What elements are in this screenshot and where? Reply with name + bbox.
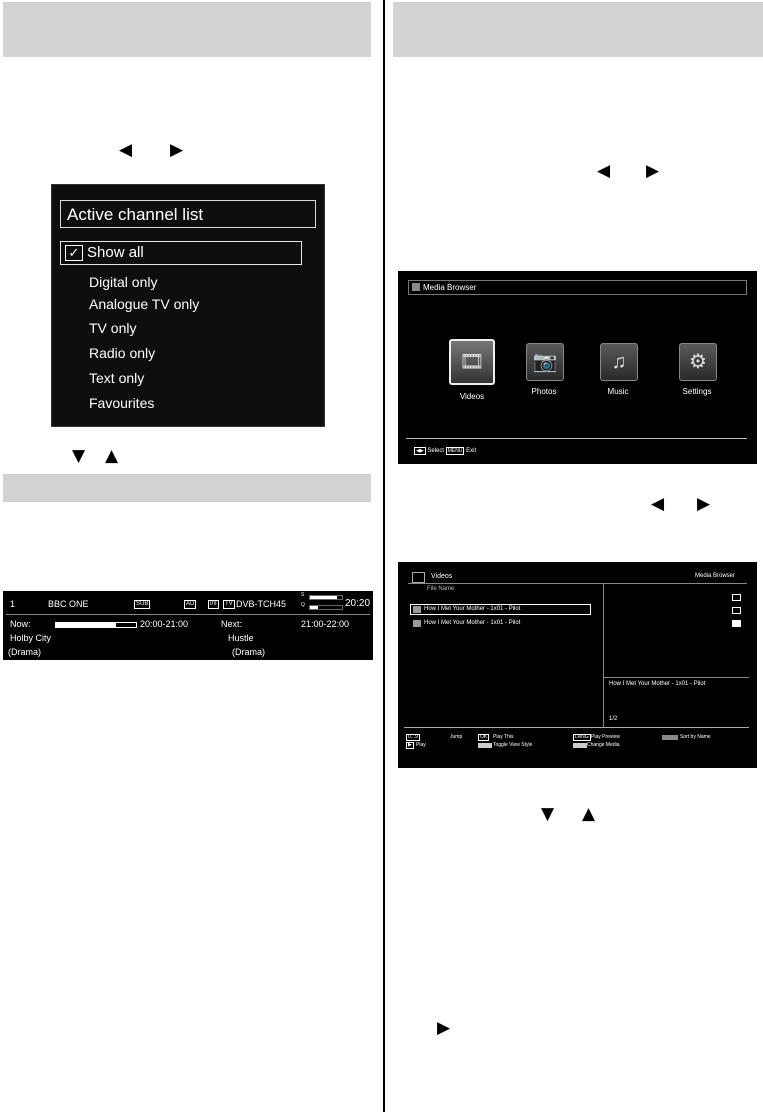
green-key-icon (478, 743, 492, 748)
left-arrow-icon: ◀ (597, 161, 611, 181)
folder-icon (413, 620, 421, 627)
media-browser-icon (412, 283, 420, 291)
preview-separator (603, 677, 749, 678)
play-label: Play (416, 742, 426, 748)
channel-list-option[interactable]: Radio only (89, 345, 156, 361)
now-progress-fill (56, 623, 116, 627)
checkmark-icon: ✓ (65, 245, 83, 261)
lang-key-icon: LANG (575, 734, 589, 740)
media-browser-footer-separator (406, 438, 747, 439)
preview-title: How I Met Your Mother - 1x01 - Pilot (609, 681, 706, 687)
media-browser-footer (414, 448, 476, 454)
header-separator (408, 583, 747, 584)
play-preview-label: Play Preview (591, 734, 620, 740)
settings-icon[interactable]: ⚙ (679, 343, 717, 381)
settings-label: Settings (682, 387, 712, 396)
channel-name: BBC ONE (48, 599, 89, 609)
file-list-item[interactable] (410, 604, 591, 615)
channel-list-option[interactable]: Favourites (89, 395, 155, 411)
right-section-header-bar (393, 2, 763, 57)
video-file-icon (413, 606, 421, 613)
photos-icon[interactable]: 📷 (526, 343, 564, 381)
channel-number: 1 (10, 599, 16, 609)
channel-list-option[interactable]: Digital only (89, 274, 158, 290)
stop-icon[interactable] (732, 620, 741, 627)
info-banner (3, 591, 373, 660)
now-program-genre: (Drama) (8, 647, 41, 657)
tv-badge: TV (225, 601, 233, 607)
shuffle-icon[interactable] (732, 607, 741, 614)
videos-label: Videos (459, 392, 485, 401)
down-arrow-icon: ▼ (541, 804, 555, 824)
quality-bar-track (309, 605, 343, 610)
channel-list-option[interactable]: TV only (89, 320, 137, 336)
right-arrow-icon: ▶ (646, 161, 660, 181)
next-label: Next: (221, 619, 243, 629)
blue-key-icon (662, 735, 678, 740)
file-name: How I Met Your Mother - 1x01 - Pilot (424, 606, 521, 612)
next-program-title: Hustle (228, 633, 254, 643)
now-program-title: Holby City (10, 633, 52, 643)
signal-label: S (301, 592, 305, 598)
media-browser-title: Media Browser (423, 283, 477, 292)
play-key-icon: ▶ (408, 742, 412, 748)
now-time: 20:00-21:00 (140, 619, 189, 629)
next-time: 21:00-22:00 (301, 619, 350, 629)
subtitle-toggle-icon[interactable] (732, 594, 741, 601)
footer-select-label: Select (427, 448, 445, 454)
play-this-label: Play This (493, 734, 514, 740)
broadcast-system: DVB-T (236, 599, 263, 609)
left-arrow-icon: ◀ (119, 140, 133, 160)
channel-list-option[interactable]: Text only (89, 370, 145, 386)
option-label: Show all (87, 244, 144, 261)
signal-bar-fill (310, 596, 337, 599)
page-indicator: 1/2 (609, 716, 618, 722)
left-section-header-bar (3, 2, 371, 57)
videos-icon[interactable]: 🎞 (449, 339, 495, 385)
audio-description-badge: AD (186, 601, 195, 607)
left-second-section-header-bar (3, 474, 371, 502)
quality-label: Q (301, 602, 305, 608)
file-name: How I Met Your Mother - 1x01 - Pilot (424, 620, 521, 626)
play-arrow-icon: ▶ (437, 1018, 451, 1038)
music-icon[interactable]: ♫ (600, 343, 638, 381)
next-program-genre: (Drama) (232, 647, 265, 657)
footer-exit-label: Exit (466, 448, 477, 454)
subtitle-badge: SUB (136, 601, 149, 607)
column-divider (383, 0, 385, 1112)
active-channel-list-panel (51, 184, 325, 427)
clock: 20:20 (345, 598, 371, 609)
left-arrow-icon: ◀ (651, 494, 665, 514)
change-media-label: Change Media (587, 742, 620, 748)
down-arrow-icon: ▼ (72, 446, 86, 466)
photos-label: Photos (531, 387, 557, 396)
videos-title: Videos (431, 573, 453, 580)
right-arrow-icon: ▶ (697, 494, 711, 514)
channel-code: CH45 (263, 599, 287, 609)
ok-key-icon: OK (480, 734, 488, 740)
left-right-key-icon: ◀▶ (416, 448, 424, 454)
videos-browser-panel (398, 562, 757, 768)
quality-bar-fill (310, 606, 318, 609)
videos-header-icon (412, 572, 425, 583)
banner-separator (6, 614, 370, 615)
yellow-key-icon (573, 743, 587, 748)
jump-label: Jump (450, 734, 463, 740)
footer-separator (404, 727, 749, 728)
media-browser-panel (398, 271, 757, 464)
file-list-item[interactable] (410, 618, 591, 629)
toggle-view-label: Toggle View Style (493, 742, 533, 748)
media-browser-label: Media Browser (695, 573, 736, 579)
up-arrow-icon: ▲ (582, 804, 596, 824)
now-progress-track (55, 622, 137, 628)
now-label: Now: (10, 619, 31, 629)
audio-mode-badge: I/II (210, 601, 217, 607)
file-list-divider (603, 583, 604, 727)
channel-list-option-show-all[interactable] (60, 241, 302, 265)
up-arrow-icon: ▲ (105, 446, 119, 466)
media-browser-title-bar (408, 280, 747, 295)
music-label: Music (607, 387, 629, 396)
right-arrow-icon: ▶ (170, 140, 184, 160)
channel-list-option[interactable]: Analogue TV only (89, 296, 200, 312)
number-keys-icon: 0...9 (408, 734, 418, 740)
file-name-column-header: File Name (427, 586, 455, 592)
menu-key-icon: MENU (447, 448, 463, 454)
signal-bar-track (309, 595, 343, 600)
active-channel-list-title: Active channel list (60, 200, 316, 228)
sort-by-name-label: Sort by Name (680, 734, 711, 740)
